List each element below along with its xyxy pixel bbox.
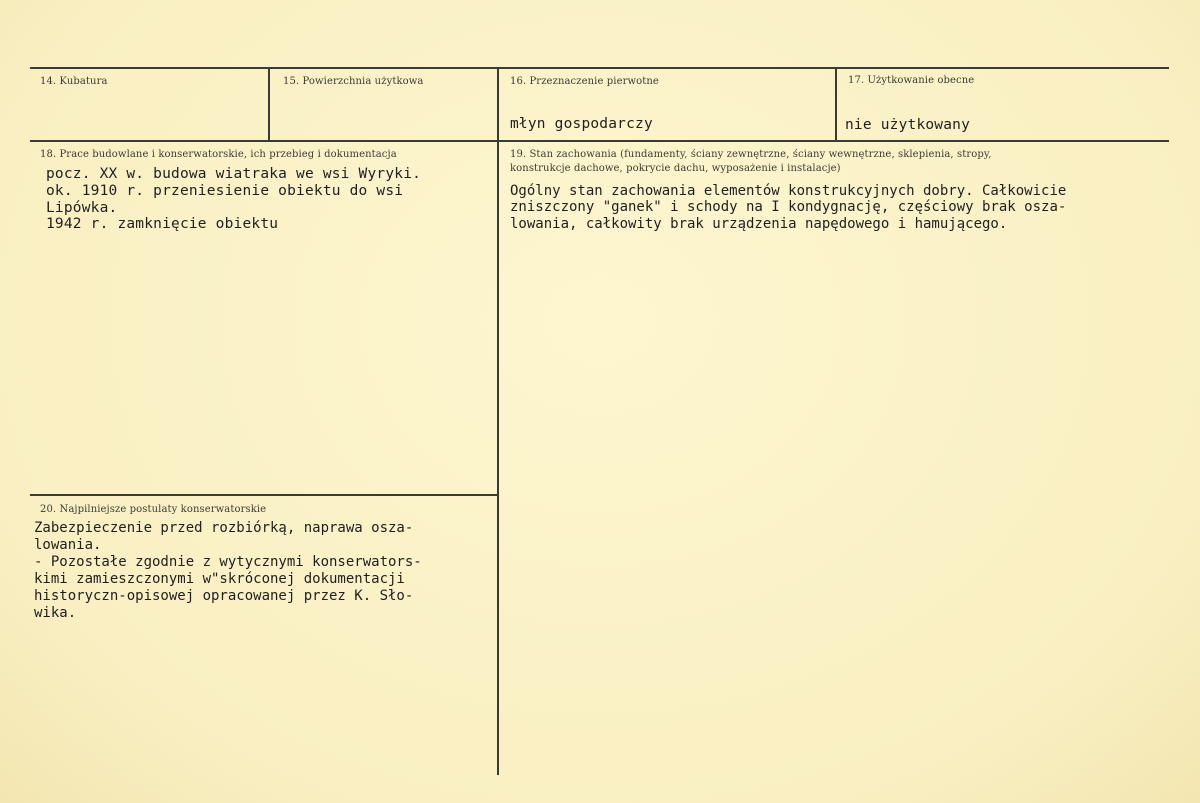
divider-14-15 xyxy=(268,68,270,141)
field-18-line-1: pocz. XX w. budowa wiatraka we wsi Wyryki. xyxy=(46,166,422,182)
field-19-label-line-2: konstrukcje dachowe, pokrycie dachu, wyposażenie i instalacje) xyxy=(510,163,841,174)
field-20-line-5: historyczn-opisowej opracowanej przez K. Sło- xyxy=(34,588,414,604)
f18-bottom-rule xyxy=(30,494,498,496)
field-20-line-6: wika. xyxy=(34,605,77,621)
field-20-line-1: Zabezpieczenie przed rozbiórką, naprawa osza- xyxy=(34,520,414,536)
divider-16-17 xyxy=(835,68,837,141)
field-20-label: 20. Najpilniejsze postulaty konserwatorskie xyxy=(40,504,267,515)
field-19-line-2: zniszczony "ganek" i schody na I kondygnację, częściowy brak osza- xyxy=(510,199,1067,215)
field-18-line-3: Lipówka. xyxy=(46,200,118,216)
top-rule xyxy=(30,67,1169,69)
row1-bottom-rule xyxy=(30,140,1169,142)
field-17-label: 17. Użytkowanie obecne xyxy=(848,75,975,86)
field-16-value: młyn gospodarczy xyxy=(510,116,653,132)
field-19-label-line-1: 19. Stan zachowania (fundamenty, ściany zewnętrzne, ściany wewnętrzne, sklepienia, stropy, xyxy=(510,149,992,160)
field-20-line-2: lowania. xyxy=(34,537,102,553)
field-20-line-4: kimi zamieszczonymi w"skróconej dokumentacji xyxy=(34,571,405,587)
field-14-label: 14. Kubatura xyxy=(40,76,108,87)
field-20-line-3: - Pozostałe zgodnie z wytycznymi konserwators- xyxy=(34,554,422,570)
field-16-label: 16. Przeznaczenie pierwotne xyxy=(510,76,659,87)
field-18-label: 18. Prace budowlane i konserwatorskie, ich przebieg i dokumentacja xyxy=(40,149,397,160)
field-18-line-4: 1942 r. zamknięcie obiektu xyxy=(46,216,279,232)
field-15-label: 15. Powierzchnia użytkowa xyxy=(283,76,424,87)
field-18-line-2: ok. 1910 r. przeniesienie obiektu do wsi xyxy=(46,183,404,199)
field-19-line-3: lowania, całkowity brak urządzenia napędowego i hamującego. xyxy=(510,216,1008,232)
field-17-value: nie użytkowany xyxy=(845,117,971,133)
divider-15-16 xyxy=(497,68,499,775)
field-19-line-1: Ogólny stan zachowania elementów konstrukcyjnych dobry. Całkowicie xyxy=(510,183,1067,199)
